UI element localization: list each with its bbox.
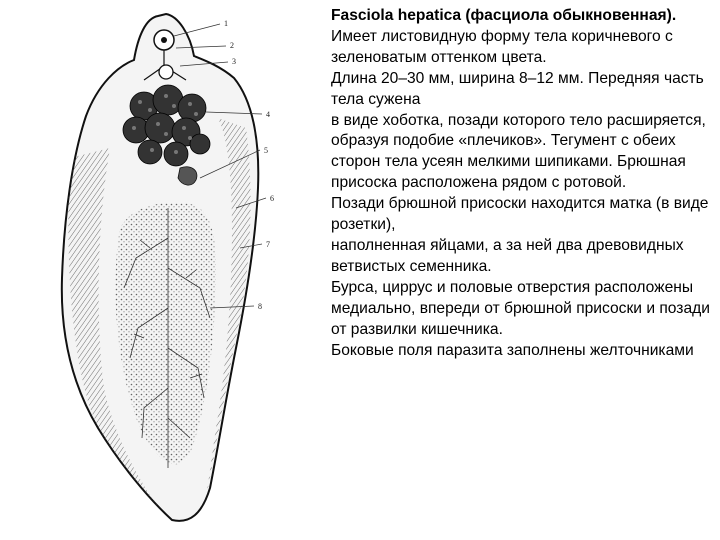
paragraph-genital-openings: Бурса, циррус и половые отверстия расположены медиально, впереди от брюшной присоски и позади от развилки кишечника. (331, 278, 710, 338)
label-3: 3 (232, 57, 236, 66)
paragraph-body-form: в виде хоботка, позади которого тело расширяется, образуя подобие «плечиков». Тегумент с обеих сторон тела усеян мелкими шипиками. Брюшная присоска расположена рядом с ротовой. (331, 111, 706, 192)
label-8: 8 (258, 302, 262, 311)
fasciola-illustration (40, 8, 310, 528)
description-text (331, 6, 716, 361)
label-7: 7 (266, 240, 270, 249)
label-2: 2 (230, 41, 234, 50)
label-4: 4 (266, 110, 270, 119)
paragraph-shape-color: Имеет листовидную форму тела коричневого с зеленоватым оттенком цвета. (331, 27, 673, 66)
mouth-opening (161, 37, 167, 43)
document-title: Fasciola hepatica (фасциола обыкновенная). (331, 7, 677, 24)
label-5: 5 (264, 146, 268, 155)
paragraph-uterus: Позади брюшной присоски находится матка (в виде розетки), (331, 195, 709, 234)
label-1: 1 (224, 19, 228, 28)
paragraph-size: Длина 20–30 мм, ширина 8–12 мм. Передняя часть тела сужена (331, 69, 704, 108)
ventral-sucker (159, 65, 173, 79)
ovary (178, 167, 197, 185)
label-6: 6 (270, 194, 274, 203)
paragraph-vitellaria: Боковые поля паразита заполнены желточниками (331, 341, 694, 359)
paragraph-testes: наполненная яйцами, а за ней два древовидных ветвистых семенника. (331, 236, 684, 275)
